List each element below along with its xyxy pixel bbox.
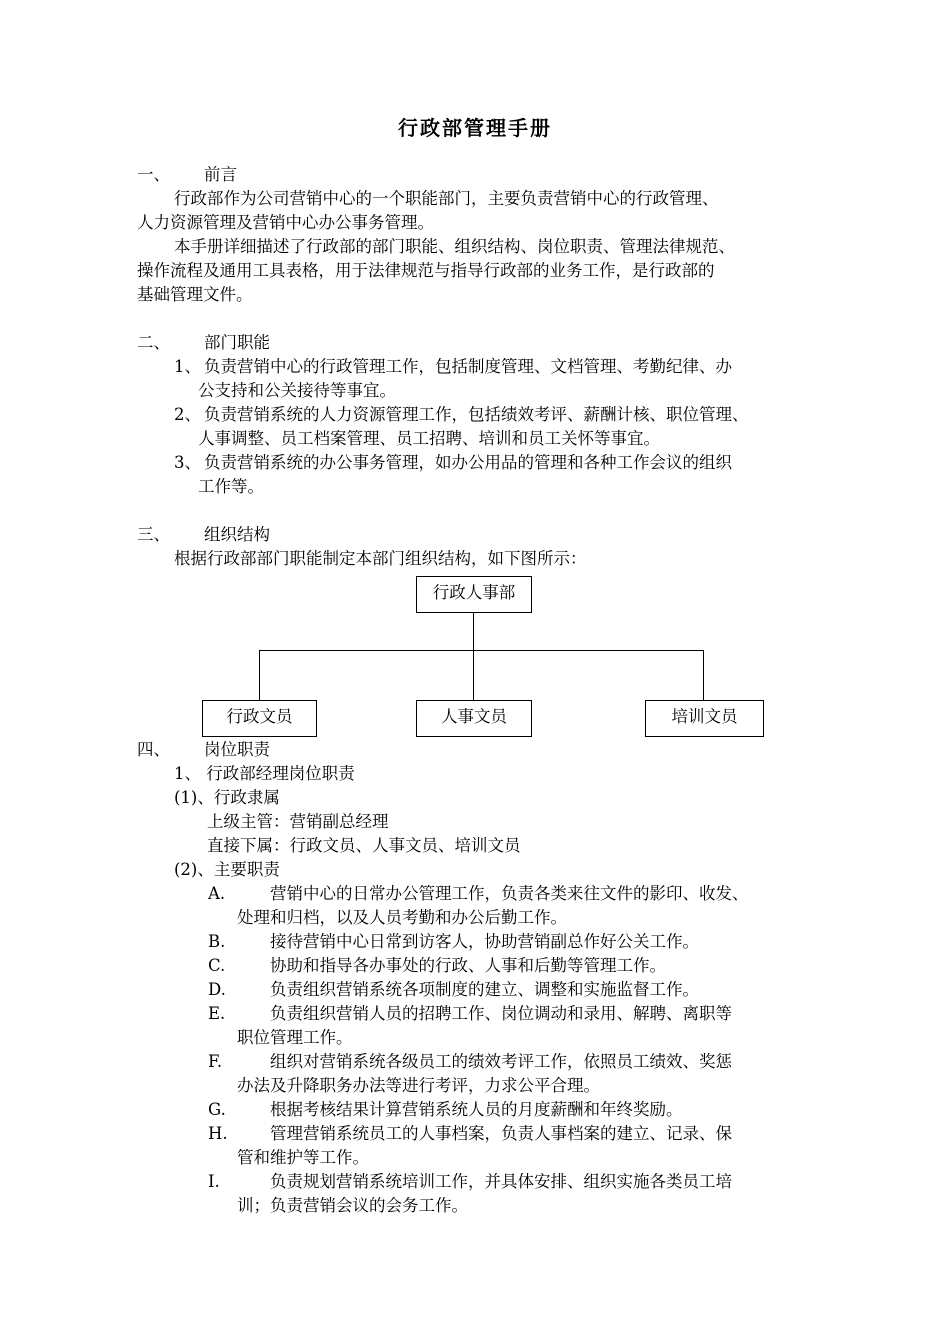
duty-letter: A. bbox=[208, 884, 226, 903]
org-node-child: 人事文员 bbox=[416, 700, 532, 737]
duty-line: 组织对营销系统各级员工的绩效考评工作，依照员工绩效、奖惩 bbox=[270, 1052, 732, 1071]
list-item-number: 2、 bbox=[174, 405, 201, 424]
duty-line: 办法及升降职务办法等进行考评，力求公平合理。 bbox=[237, 1076, 600, 1095]
org-connector bbox=[703, 650, 704, 700]
list-item-line: 负责营销中心的行政管理工作，包括制度管理、文档管理、考勤纪律、办 bbox=[204, 357, 732, 376]
section-2-heading: 部门职能 bbox=[204, 333, 270, 352]
paragraph-line: 操作流程及通用工具表格，用于法律规范与指导行政部的业务工作，是行政部的 bbox=[137, 261, 715, 280]
paragraph-line: 人力资源管理及营销中心办公事务管理。 bbox=[137, 213, 434, 232]
duty-line: 管和维护等工作。 bbox=[237, 1148, 369, 1167]
section-1-heading: 前言 bbox=[204, 165, 237, 184]
list-item-line: 负责营销系统的办公事务管理，如办公用品的管理和各种工作会议的组织 bbox=[204, 453, 732, 472]
duty-letter: I. bbox=[208, 1172, 220, 1191]
duty-letter: C. bbox=[208, 956, 226, 975]
duty-letter: G. bbox=[208, 1100, 226, 1119]
org-connector bbox=[259, 650, 704, 651]
part-heading: (1)、行政隶属 bbox=[174, 788, 280, 807]
section-3-number: 三、 bbox=[137, 525, 170, 544]
duty-line: 职位管理工作。 bbox=[237, 1028, 353, 1047]
org-node-root: 行政人事部 bbox=[416, 576, 532, 613]
duty-line: 根据考核结果计算营销系统人员的月度薪酬和年终奖励。 bbox=[270, 1100, 683, 1119]
section-4-number: 四、 bbox=[137, 740, 170, 759]
list-item-number: 3、 bbox=[174, 453, 201, 472]
org-node-child: 行政文员 bbox=[202, 700, 317, 737]
part-heading: (2)、主要职责 bbox=[174, 860, 280, 879]
org-connector bbox=[473, 612, 474, 650]
page-title: 行政部管理手册 bbox=[398, 116, 552, 140]
list-item-line: 公支持和公关接待等事宜。 bbox=[198, 381, 396, 400]
duty-line: 管理营销系统员工的人事档案，负责人事档案的建立、记录、保 bbox=[270, 1124, 732, 1143]
list-item-line: 工作等。 bbox=[198, 477, 264, 496]
duty-letter: F. bbox=[208, 1052, 223, 1071]
subordinates-line: 直接下属：行政文员、人事文员、培训文员 bbox=[207, 836, 521, 855]
section-1-number: 一、 bbox=[137, 165, 170, 184]
org-connector bbox=[259, 650, 260, 700]
section-3-heading: 组织结构 bbox=[204, 525, 270, 544]
duty-line: 负责组织营销系统各项制度的建立、调整和实施监督工作。 bbox=[270, 980, 699, 999]
duty-line: 协助和指导各办事处的行政、人事和后勤等管理工作。 bbox=[270, 956, 666, 975]
duty-line: 负责组织营销人员的招聘工作、岗位调动和录用、解聘、离职等 bbox=[270, 1004, 732, 1023]
duty-line: 负责规划营销系统培训工作，并具体安排、组织实施各类员工培 bbox=[270, 1172, 732, 1191]
list-item-line: 负责营销系统的人力资源管理工作，包括绩效考评、薪酬计核、职位管理、 bbox=[204, 405, 749, 424]
paragraph-line: 基础管理文件。 bbox=[137, 285, 253, 304]
paragraph-line: 本手册详细描述了行政部的部门职能、组织结构、岗位职责、管理法律规范、 bbox=[174, 237, 735, 256]
superior-line: 上级主管：营销副总经理 bbox=[207, 812, 389, 831]
subsection-heading: 1、 行政部经理岗位职责 bbox=[174, 764, 355, 783]
paragraph-line: 行政部作为公司营销中心的一个职能部门，主要负责营销中心的行政管理、 bbox=[174, 189, 719, 208]
paragraph-line: 根据行政部部门职能制定本部门组织结构，如下图所示： bbox=[174, 549, 587, 568]
duty-letter: H. bbox=[208, 1124, 228, 1143]
duty-line: 训；负责营销会议的会务工作。 bbox=[237, 1196, 468, 1215]
duty-letter: E. bbox=[208, 1004, 226, 1023]
duty-letter: B. bbox=[208, 932, 226, 951]
duty-line: 处理和归档，以及人员考勤和办公后勤工作。 bbox=[237, 908, 567, 927]
org-connector bbox=[473, 650, 474, 700]
list-item-line: 人事调整、员工档案管理、员工招聘、培训和员工关怀等事宜。 bbox=[198, 429, 660, 448]
duty-line: 接待营销中心日常到访客人，协助营销副总作好公关工作。 bbox=[270, 932, 699, 951]
duty-line: 营销中心的日常办公管理工作，负责各类来往文件的影印、收发、 bbox=[270, 884, 749, 903]
section-4-heading: 岗位职责 bbox=[204, 740, 270, 759]
section-2-number: 二、 bbox=[137, 333, 170, 352]
duty-letter: D. bbox=[208, 980, 226, 999]
org-node-child: 培训文员 bbox=[645, 700, 764, 737]
list-item-number: 1、 bbox=[174, 357, 201, 376]
